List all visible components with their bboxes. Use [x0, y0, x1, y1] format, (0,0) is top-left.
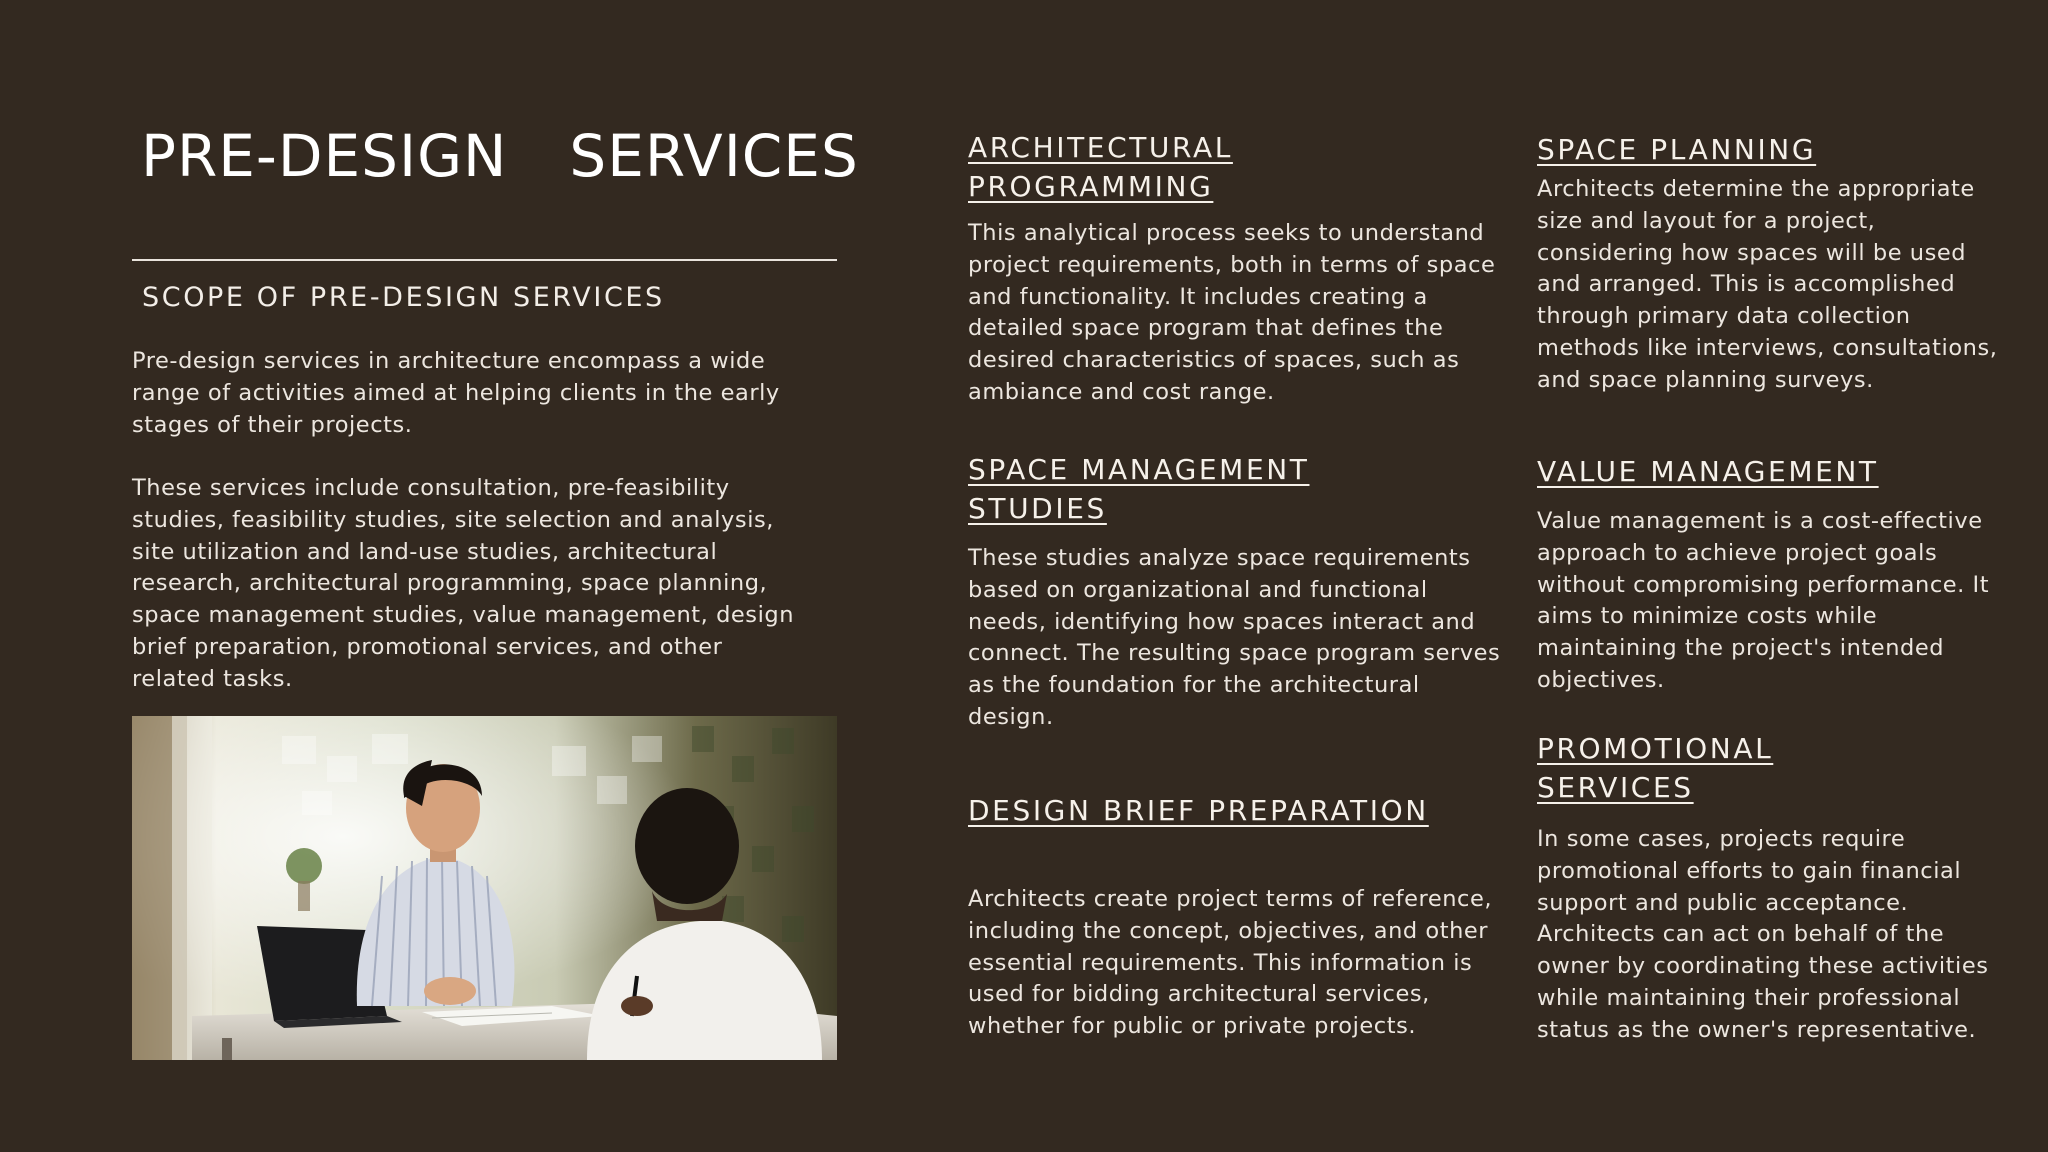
space-management-heading-line-1: SPACE MANAGEMENT: [968, 453, 1310, 486]
scope-paragraph-2: These services include consultation, pre-feasibility studies, feasibility studies, site selection and analysis, site utilization and land-use studies, architectural research, architectural programming, space planning, space management studies, value management, design brief preparation, promotional services, and other related tasks.: [132, 475, 795, 692]
scope-paragraph-1: Pre-design services in architecture encompass a wide range of activities aimed at helping clients in the early stages of their projects.: [132, 348, 780, 438]
design-brief-body: Architects create project terms of reference, including the concept, objectives, and other essential requirements. This information is used for bidding architectural services, whether for public or private projects.: [968, 886, 1493, 1040]
promotional-services-body: In some cases, projects require promotional efforts to gain financial support and public acceptance. Architects can act on behalf of the owner by coordinating these activities while maintaining their professional status as the owner's representative.: [1537, 826, 1989, 1043]
scope-heading: SCOPE OF PRE-DESIGN SERVICES: [142, 282, 665, 313]
space-management-heading-line-2: STUDIES: [968, 492, 1107, 525]
title-divider: [132, 259, 837, 261]
design-brief-heading: DESIGN BRIEF PREPARATION: [968, 794, 1429, 827]
page-title: [141, 120, 859, 192]
value-management-body: Value management is a cost-effective approach to achieve project goals without compromising performance. It aims to minimize costs while maintaining the project's intended objectives.: [1537, 508, 1990, 693]
promotional-services-heading-line-1: PROMOTIONAL: [1537, 732, 1774, 765]
page-title-word-2: SERVICES: [569, 122, 859, 190]
architectural-programming-heading-line-2: PROGRAMMING: [968, 170, 1214, 203]
space-management-heading: [968, 450, 1508, 528]
architectural-programming-heading: [968, 128, 1508, 206]
promotional-services-heading-line-2: SERVICES: [1537, 771, 1694, 804]
space-planning-body: Architects determine the appropriate size and layout for a project, considering how spaces will be used and arranged. This is accomplished through primary data collection methods like interviews, consultations, and space planning surveys.: [1537, 176, 1998, 393]
value-management-heading: VALUE MANAGEMENT: [1537, 455, 1879, 488]
consultation-photo: [132, 716, 837, 1060]
promotional-services-heading: [1537, 729, 2007, 807]
space-planning-heading: SPACE PLANNING: [1537, 133, 1817, 166]
space-management-body: These studies analyze space requirements based on organizational and functional needs, identifying how spaces interact and connect. The resulting space program serves as the foundation for the architectural design.: [968, 545, 1501, 730]
architectural-programming-heading-line-1: ARCHITECTURAL: [968, 131, 1233, 164]
page-title-word-1: PRE-DESIGN: [141, 122, 508, 190]
architectural-programming-body: This analytical process seeks to understand project requirements, both in terms of space and functionality. It includes creating a detailed space program that defines the desired characteristics of spaces, such as ambiance and cost range.: [968, 220, 1496, 405]
